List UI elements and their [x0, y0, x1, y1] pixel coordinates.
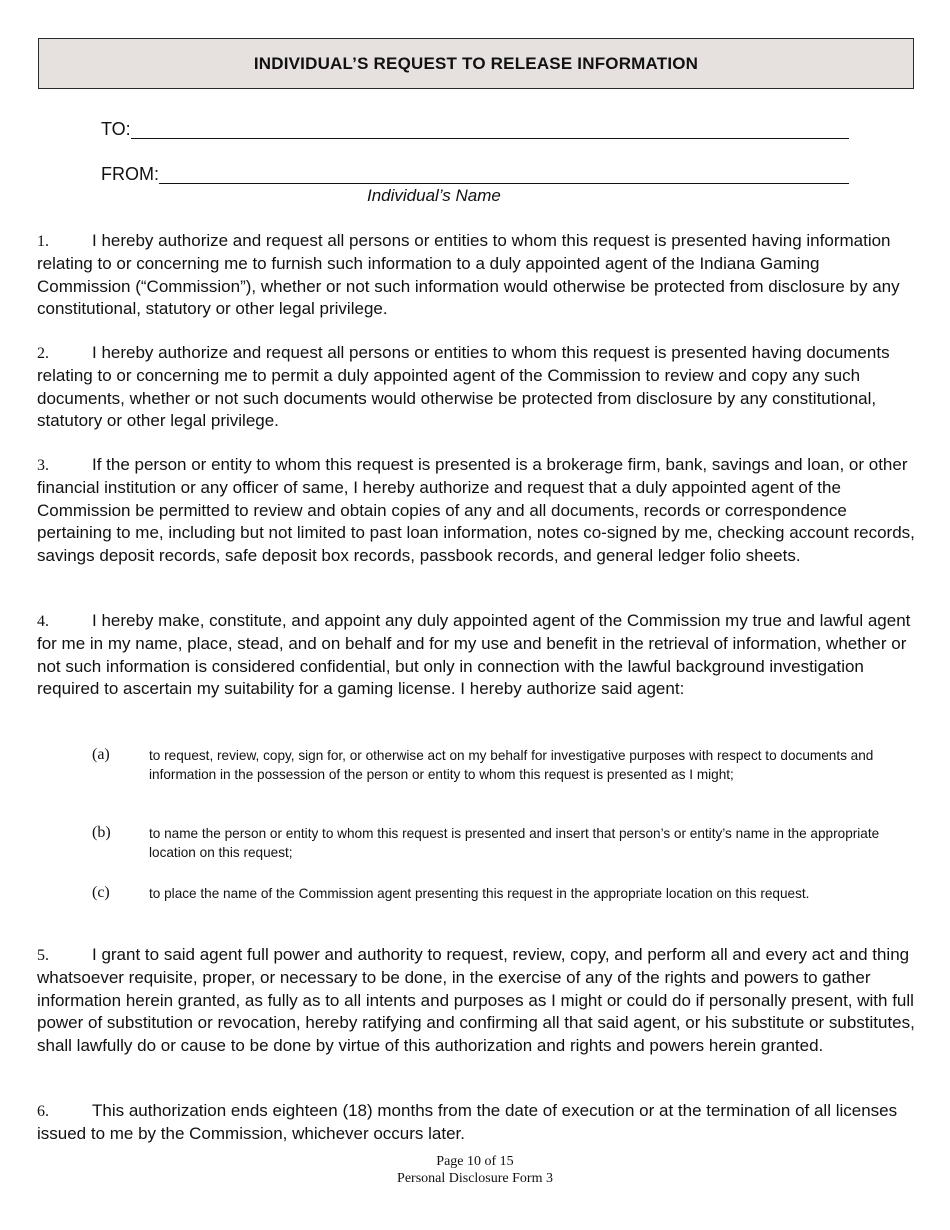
paragraph-number: 6.	[37, 1103, 49, 1120]
paragraph-2	[37, 342, 917, 433]
subitem-text: to request, review, copy, sign for, or otherwise act on my behalf for investigative purposes with respect to documents and information in the possession of the person or entity to whom this request is presented as I might;	[149, 748, 874, 782]
from-field-row	[101, 164, 849, 184]
paragraph-text: This authorization ends eighteen (18) months from the date of execution or at the termination of all licenses issued to me by the Commission, whichever occurs later.	[37, 1101, 898, 1144]
subitem-letter: (c)	[92, 884, 110, 901]
paragraph-text: I grant to said agent full power and authority to request, review, copy, and perform all and every act and thing whatsoever requisite, proper, or necessary to be done, in the exercise of any of the rights and powers to gather information herein granted, as fully as to all intents and purposes as I might or could do if personally present, with full power of substitution or revocation, hereby ratifying and confirming all that said agent, or his substitute or substitutes, shall lawfully do or cause to be done by virtue of this authorization and rights and powers herein granted.	[37, 945, 915, 1055]
to-field-row	[101, 119, 849, 139]
paragraph-3	[37, 454, 917, 567]
paragraph-text: I hereby make, constitute, and appoint any duly appointed agent of the Commission my true and lawful agent for me in my name, place, stead, and on behalf and for my use and benefit in the retrieval of information, whether or not such information is considered confidential, but only in connection with the lawful background investigation required to ascertain my suitability for a gaming license. I hereby authorize said agent:	[37, 611, 911, 699]
subitem-letter: (a)	[92, 746, 110, 763]
subitem-c	[92, 883, 907, 904]
paragraph-text: If the person or entity to whom this request is presented is a brokerage firm, bank, savings and loan, or other financial institution or any officer of same, I hereby authorize and request that a duly appointed agent of the Commission be permitted to review and obtain copies of any and all documents, records or correspondence pertaining to me, including but not limited to past loan information, notes co-signed by me, checking account records, savings deposit records, safe deposit box records, passbook records, and general ledger folio sheets.	[37, 455, 915, 565]
page-number: Page 10 of 15	[436, 1154, 514, 1169]
paragraph-number: 2.	[37, 345, 49, 362]
form-title: INDIVIDUAL’S REQUEST TO RELEASE INFORMATION	[253, 53, 699, 73]
paragraph-number: 3.	[37, 457, 49, 474]
paragraph-6	[37, 1100, 917, 1146]
paragraph-text: I hereby authorize and request all persons or entities to whom this request is presented having documents relating to or concerning me to permit a duly appointed agent of the Commission to review and copy any such documents, whether or not such documents would otherwise be protected from disclosure by any constitutional, statutory or other legal privilege.	[37, 343, 890, 431]
paragraph-number: 4.	[37, 613, 49, 630]
form-name-footer: Personal Disclosure Form 3	[397, 1171, 553, 1186]
to-label: TO:	[101, 119, 131, 139]
subitem-text: to name the person or entity to whom this request is presented and insert that person’s or entity’s name in the appropriate location on this request;	[149, 826, 880, 860]
paragraph-number: 5.	[37, 947, 49, 964]
paragraph-5	[37, 944, 917, 1057]
subitem-text: to place the name of the Commission agent presenting this request in the appropriate location on this request.	[149, 886, 810, 901]
paragraph-1	[37, 230, 917, 321]
individual-name-caption: Individual’s Name	[367, 186, 501, 205]
subitem-a	[92, 745, 907, 784]
form-title-box	[38, 38, 914, 89]
subitem-b	[92, 823, 907, 862]
from-label: FROM:	[101, 164, 159, 184]
paragraph-4	[37, 610, 917, 701]
paragraph-text: I hereby authorize and request all persons or entities to whom this request is presented having information relating to or concerning me to furnish such information to a duly appointed agent of the Indiana Gaming Commission (“Commission”), whether or not such information would otherwise be protected from disclosure by any constitutional, statutory or other legal privilege.	[37, 231, 900, 319]
paragraph-number: 1.	[37, 233, 49, 250]
subitem-letter: (b)	[92, 824, 111, 841]
to-input-line[interactable]	[131, 119, 849, 139]
from-input-line[interactable]	[159, 164, 849, 184]
